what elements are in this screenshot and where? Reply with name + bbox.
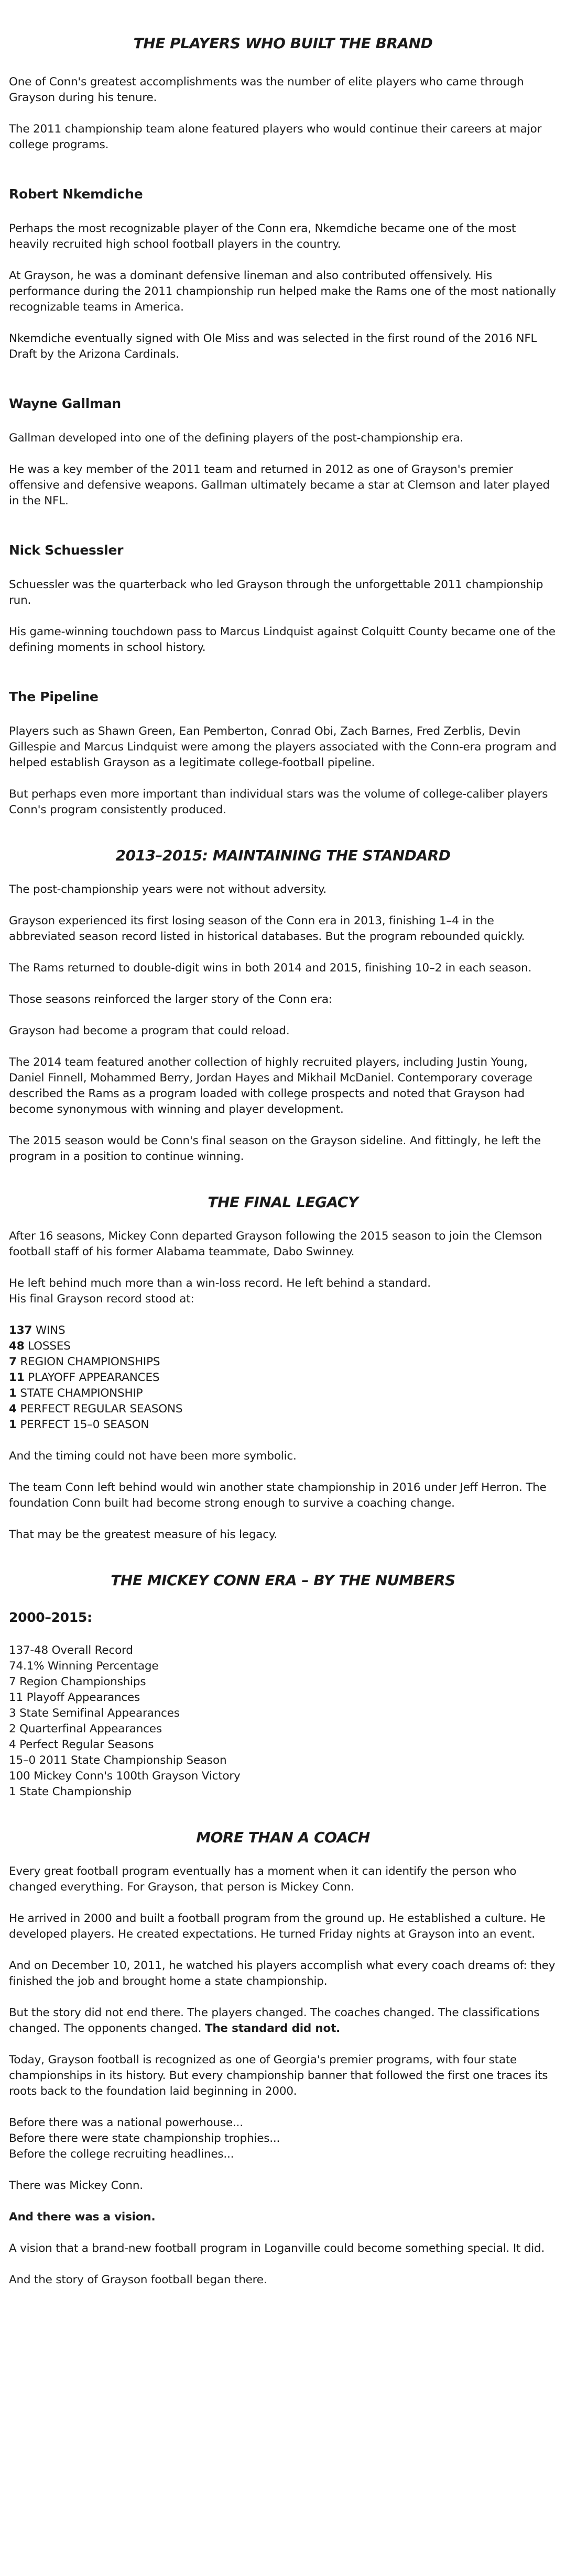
list-item: 4 Perfect Regular Seasons [9,1738,154,1751]
paragraph: His game-winning touchdown pass to Marcus Lindquist against Colquitt County became one of the defining moments in school history. [9,625,556,654]
paragraph: Grayson had become a program that could reload. [9,1024,290,1037]
list-item: 11 Playoff Appearances [9,1691,140,1704]
subheading-years: 2000–2015: [9,1610,92,1625]
section-title-coach: MORE THAN A COACH [196,1829,370,1846]
paragraph: Schuessler was the quarterback who led Grayson through the unforgettable 2011 championship run. [9,578,543,607]
subheading-pipeline: The Pipeline [9,689,99,704]
list-item: 2 Quarterfinal Appearances [9,1722,162,1735]
section-title-legacy: THE FINAL LEGACY [208,1193,358,1211]
article-body [0,35,566,2288]
paragraph: Players such as Shawn Green, Ean Pemberton, Conrad Obi, Zach Barnes, Fred Zerblis, Devin Gillespie and Marcus Lindquist were among the players associated with the Conn-era program and helped establish Grayson as a legitimate college-football pipeline. [9,725,557,769]
list-item: 100 Mickey Conn's 100th Grayson Victory [9,1770,241,1783]
list-item: 15–0 2011 State Championship Season [9,1754,227,1767]
paragraph: His final Grayson record stood at: [9,1292,194,1306]
paragraph: Grayson experienced its first losing season of the Conn era in 2013, finishing 1–4 in the abbreviated season record listed in historical databases. But the program rebounded quickly. [9,914,525,943]
list-item: 3 State Semifinal Appearances [9,1707,180,1720]
paragraph: He was a key member of the 2011 team and returned in 2012 as one of Grayson's premier offensive and defensive weapons. Gallman ultimately became a star at Clemson and later played in the NFL. [9,463,550,507]
paragraph: But the story did not end there. The players changed. The coaches changed. The classifications changed. The opponents changed. The standard did not. [9,2006,540,2035]
paragraph: Today, Grayson football is recognized as one of Georgia's premier programs, with four state championships in its history. But every championship banner that followed the first one traces its roots back to the foundation laid beginning in 2000. [9,2053,548,2098]
paragraph: Before there was a national powerhouse... [9,2116,243,2129]
section-title-standard: 2013–2015: MAINTAINING THE STANDARD [115,847,451,864]
before-lines [9,2115,557,2162]
stat-region: 7 REGION CHAMPIONSHIPS [9,1355,160,1368]
paragraph: One of Conn's greatest accomplishments was the number of elite players who came through Grayson during his tenure. [9,75,524,104]
paragraph: After 16 seasons, Mickey Conn departed Grayson following the 2015 season to join the Clemson football staff of his former Alabama teammate, Dabo Swinney. [9,1230,542,1258]
stat-perfect-season: 1 PERFECT 15–0 SEASON [9,1418,149,1431]
record-stats [9,1323,557,1433]
stat-playoff: 11 PLAYOFF APPEARANCES [9,1371,160,1384]
list-item: 1 State Championship [9,1785,132,1798]
subheading-gallman: Wayne Gallman [9,396,121,411]
paragraph: But perhaps even more important than individual stars was the volume of college-caliber players Conn's program consistently produced. [9,788,548,816]
paragraph: The Rams returned to double-digit wins in both 2014 and 2015, finishing 10–2 in each season. [9,961,532,975]
paragraph: A vision that a brand-new football program in Loganville could become something special. It did. [9,2242,545,2255]
subheading-schuessler: Nick Schuessler [9,543,124,558]
paragraph: Perhaps the most recognizable player of the Conn era, Nkemdiche became one of the most heavily recruited high school football players in the country. [9,222,516,251]
subheading-nkemdiche: Robert Nkemdiche [9,186,143,202]
paragraph: Those seasons reinforced the larger story of the Conn era: [9,993,332,1006]
section-title-players: THE PLAYERS WHO BUILT THE BRAND [133,35,433,52]
paragraph: He arrived in 2000 and built a football program from the ground up. He established a culture. He developed players. He created expectations. He turned Friday nights at Grayson into an event. [9,1912,546,1941]
paragraph: Gallman developed into one of the defining players of the post-championship era. [9,432,464,445]
paragraph: The team Conn left behind would win another state championship in 2016 under Jeff Herron. The foundation Conn built had become strong enough to survive a coaching change. [9,1481,547,1510]
stat-losses: 48 LOSSES [9,1340,71,1353]
emphasis: The standard did not. [204,2022,341,2035]
paragraph: And the timing could not have been more symbolic. [9,1450,297,1463]
section-title-numbers: THE MICKEY CONN ERA – BY THE NUMBERS [111,1572,455,1589]
paragraph: Every great football program eventually has a moment when it can identify the person who changed everything. For Grayson, that person is Mickey Conn. [9,1865,517,1894]
stat-state: 1 STATE CHAMPIONSHIP [9,1387,143,1400]
stat-wins: 137 WINS [9,1324,66,1337]
stat-perfect-regular: 4 PERFECT REGULAR SEASONS [9,1402,183,1416]
paragraph: Nkemdiche eventually signed with Ole Miss and was selected in the first round of the 2016 NFL Draft by the Arizona Cardinals. [9,332,537,361]
paragraph: Before the college recruiting headlines... [9,2148,234,2161]
paragraph: The 2015 season would be Conn's final season on the Grayson sideline. And fittingly, he left the program in a position to continue winning. [9,1134,541,1163]
list-item: 74.1% Winning Percentage [9,1660,159,1673]
list-item: 7 Region Championships [9,1675,146,1688]
emphasis: And there was a vision. [9,2210,156,2224]
paragraph: The 2014 team featured another collection of highly recruited players, including Justin Young, Daniel Finnell, Mohammed Berry, Jordan Hayes and Mikhail McDaniel. Contemporary coverage described the Rams as a program loaded with college prospects and noted that Grayson had become synonymous with winning and player development. [9,1056,532,1116]
paragraph: And on December 10, 2011, he watched his players accomplish what every coach dreams of: they finished the job and brought home a state championship. [9,1959,556,1988]
numbers-list [9,1643,557,1800]
paragraph: And the story of Grayson football began there. [9,2273,267,2286]
paragraph: That may be the greatest measure of his legacy. [9,1528,277,1541]
list-item: 137-48 Overall Record [9,1644,133,1657]
paragraph: There was Mickey Conn. [9,2179,143,2192]
paragraph: Before there were state championship trophies... [9,2132,280,2145]
paragraph: At Grayson, he was a dominant defensive lineman and also contributed offensively. His performance during the 2011 championship run helped make the Rams one of the most nationally recognizable teams in America. [9,269,556,314]
paragraph: He left behind much more than a win-loss record. He left behind a standard. [9,1277,431,1290]
paragraph: The post-championship years were not without adversity. [9,883,326,896]
paragraph: The 2011 championship team alone featured players who would continue their careers at major college programs. [9,123,542,151]
paragraph [9,2209,557,2225]
